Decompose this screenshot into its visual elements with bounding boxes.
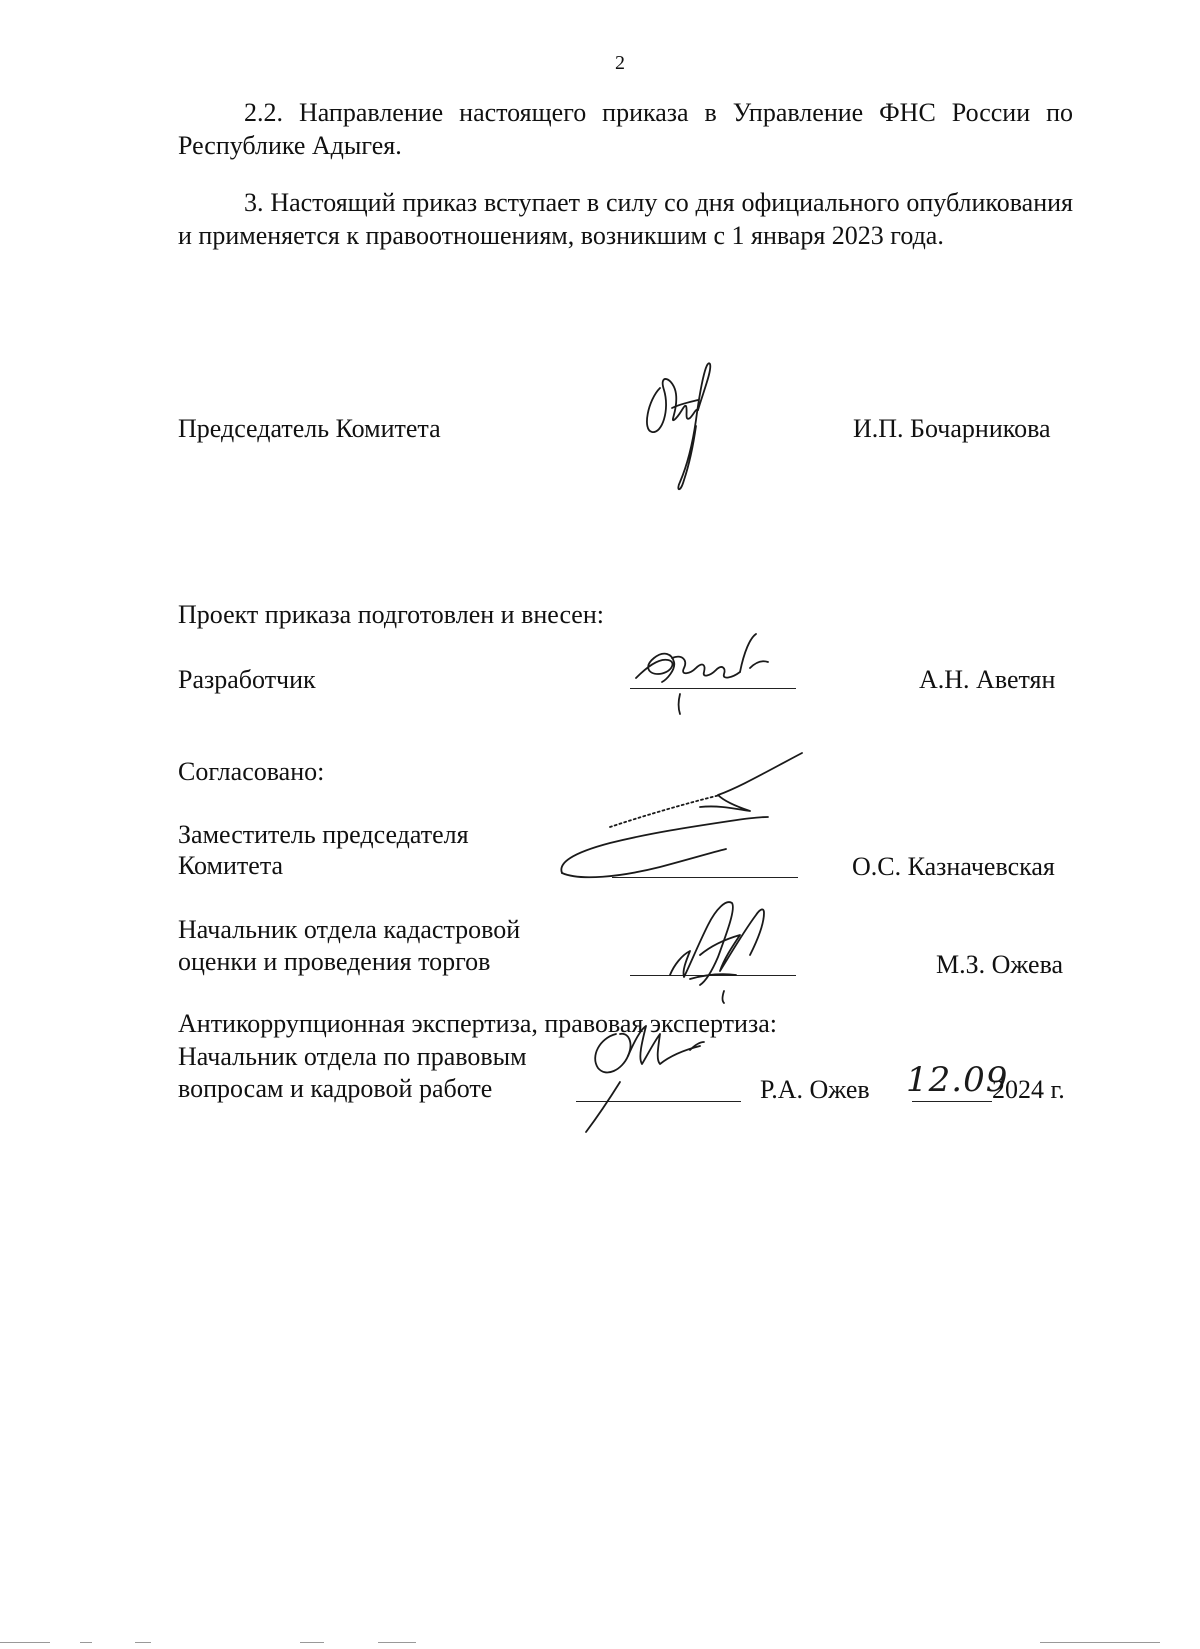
legal-heading: Антикоррупционная экспертиза, правовая экспертиза:: [178, 1009, 777, 1038]
deputy-position-line2: Комитета: [178, 851, 284, 880]
legal-signature-icon: [580, 1012, 730, 1142]
deputy-name: О.С. Казначевская: [852, 852, 1055, 881]
chairman-name: И.П. Бочарникова: [853, 414, 1051, 443]
developer-name: А.Н. Аветян: [919, 665, 1056, 694]
paragraph-3: 3. Настоящий приказ вступает в силу со дня официального опубликования и применяется к правоотношениям, возникшим с 1 января 2023 года.: [178, 188, 1073, 250]
legal-name: Р.А. Ожев: [760, 1075, 870, 1104]
legal-position-line2: вопросам и кадровой работе: [178, 1074, 493, 1103]
paragraph-2-2: 2.2. Направление настоящего приказа в Управление ФНС России по Республике Адыгея.: [178, 98, 1073, 160]
scan-artifact: [300, 1642, 324, 1643]
approved-heading: Согласовано:: [178, 757, 325, 786]
developer-signature-icon: [632, 628, 782, 718]
scan-artifact: [135, 1642, 151, 1643]
cadastral-name: М.З. Ожева: [936, 950, 1064, 979]
deputy-position-line1: Заместитель председателя: [178, 820, 469, 849]
legal-date-handwritten: 12.09: [906, 1060, 1009, 1100]
scan-artifact: [80, 1642, 92, 1643]
prepared-heading: Проект приказа подготовлен и внесен:: [178, 600, 604, 629]
developer-role: Разработчик: [178, 665, 316, 694]
deputy-signature-icon: [550, 755, 810, 895]
page-number: 2: [615, 52, 625, 74]
cadastral-position-line1: Начальник отдела кадастровой: [178, 915, 521, 944]
cadastral-position-line2: оценки и проведения торгов: [178, 947, 491, 976]
legal-date-year: 2024 г.: [992, 1075, 1065, 1104]
legal-position-line1: Начальник отдела по правовым: [178, 1042, 527, 1071]
chairman-signature-icon: [640, 360, 740, 500]
scan-artifact: [0, 1642, 50, 1643]
scan-artifact: [1040, 1642, 1160, 1643]
chairman-position: Председатель Комитета: [178, 414, 441, 443]
scan-artifact: [378, 1642, 416, 1643]
legal-date-line: [912, 1101, 992, 1102]
cadastral-signature-icon: [660, 895, 780, 1005]
